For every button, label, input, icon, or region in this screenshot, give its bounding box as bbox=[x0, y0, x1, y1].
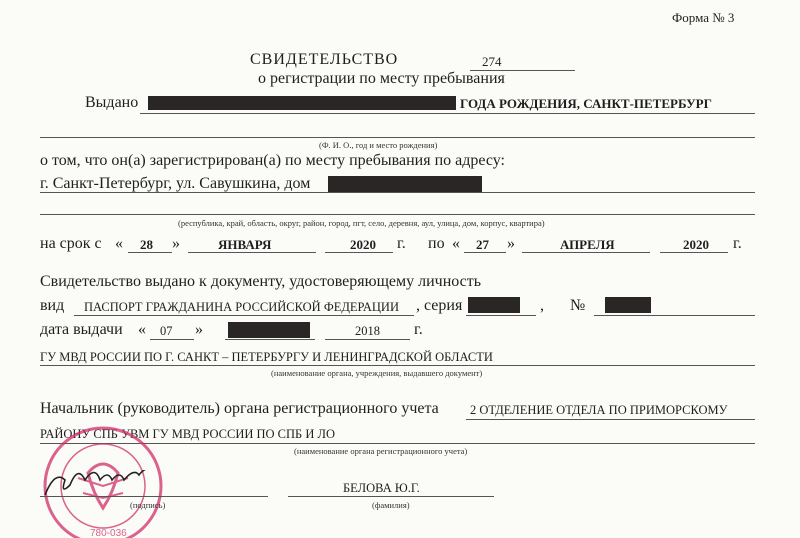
caption-office: (наименование органа регистрационного учета) bbox=[294, 446, 468, 456]
doc-issuer: ГУ МВД РОССИИ ПО Г. САНКТ – ПЕТЕРБУРГУ И ЛЕНИНГРАДСКОЙ ОБЛАСТИ bbox=[40, 350, 493, 364]
document-subtitle: о регистрации по месту пребывания bbox=[258, 70, 505, 87]
redacted-issue-month bbox=[228, 322, 310, 338]
from-month: ЯНВАРЯ bbox=[218, 237, 272, 252]
year-suffix: г. bbox=[414, 321, 423, 338]
term-label: на срок с bbox=[40, 235, 102, 252]
underline bbox=[150, 339, 194, 340]
issue-year: 2018 bbox=[355, 324, 380, 338]
comma: , bbox=[540, 297, 544, 314]
surname: БЕЛОВА Ю.Г. bbox=[343, 481, 420, 495]
signature-caption: (подпись) bbox=[130, 500, 166, 510]
issue-day: 07 bbox=[160, 324, 173, 338]
redacted-number bbox=[605, 297, 651, 313]
caption-issuer: (наименование органа, учреждения, выдавшего документ) bbox=[271, 368, 483, 378]
doc-type-label: вид bbox=[40, 297, 65, 314]
quote: « bbox=[138, 321, 146, 338]
underline bbox=[40, 214, 755, 215]
underline bbox=[40, 192, 755, 193]
document-text: Свидетельство выдано к документу, удостоверяющему личность bbox=[40, 273, 482, 290]
to-day: 27 bbox=[476, 237, 489, 252]
underline bbox=[466, 419, 755, 420]
certificate-number: 274 bbox=[482, 54, 502, 69]
underline bbox=[74, 315, 414, 316]
year-suffix: г. bbox=[733, 235, 742, 252]
from-day: 28 bbox=[140, 237, 153, 252]
quote: » bbox=[507, 235, 515, 252]
issued-to-suffix: ГОДА РОЖДЕНИЯ, САНКТ-ПЕТЕРБУРГ bbox=[460, 96, 712, 111]
quote: « bbox=[452, 235, 460, 252]
number-label: № bbox=[570, 297, 586, 314]
to-label: по bbox=[428, 235, 445, 252]
surname-caption: (фамилия) bbox=[372, 500, 410, 510]
quote: « bbox=[115, 235, 123, 252]
underline bbox=[466, 315, 536, 316]
address: г. Санкт-Петербург, ул. Савушкина, дом bbox=[40, 175, 311, 192]
underline bbox=[325, 252, 393, 253]
underline bbox=[225, 339, 315, 340]
registration-office-line2: РАЙОНУ СПБ УВМ ГУ МВД РОССИИ ПО СПБ И ЛО bbox=[40, 427, 336, 441]
from-year: 2020 bbox=[350, 237, 376, 252]
underline bbox=[128, 252, 172, 253]
underline bbox=[522, 252, 650, 253]
caption-fio: (Ф. И. О., год и место рождения) bbox=[319, 140, 438, 150]
surname-line bbox=[288, 496, 494, 497]
caption-address: (республика, край, область, округ, район, город, пгт, село, деревня, аул, улица, дом, корпус, квартира) bbox=[178, 218, 545, 228]
underline bbox=[40, 137, 755, 138]
registered-text: о том, что он(а) зарегистрирован(а) по месту пребывания по адресу: bbox=[40, 152, 505, 169]
doc-type: ПАСПОРТ ГРАЖДАНИНА РОССИЙСКОЙ ФЕДЕРАЦИИ bbox=[84, 300, 399, 314]
to-year: 2020 bbox=[683, 237, 709, 252]
document-title: СВИДЕТЕЛЬСТВО bbox=[250, 51, 399, 68]
redacted-name bbox=[148, 96, 456, 110]
stamp-code: 780-036 bbox=[90, 528, 127, 538]
underline bbox=[140, 113, 755, 114]
redacted-address bbox=[328, 176, 482, 192]
quote: » bbox=[172, 235, 180, 252]
series-label: , серия bbox=[416, 297, 463, 314]
head-label: Начальник (руководитель) органа регистрационного учета bbox=[40, 400, 439, 417]
underline bbox=[40, 365, 755, 366]
registration-office-line1: 2 ОТДЕЛЕНИЕ ОТДЕЛА ПО ПРИМОРСКОМУ bbox=[470, 403, 728, 417]
issue-date-label: дата выдачи bbox=[40, 321, 123, 338]
quote: » bbox=[195, 321, 203, 338]
underline bbox=[594, 315, 755, 316]
issued-to-label: Выдано bbox=[85, 94, 139, 111]
redacted-series bbox=[468, 297, 520, 313]
to-month: АПРЕЛЯ bbox=[560, 237, 615, 252]
underline bbox=[188, 252, 316, 253]
underline bbox=[464, 252, 506, 253]
year-suffix: г. bbox=[397, 235, 406, 252]
underline bbox=[325, 339, 410, 340]
signature-line bbox=[40, 496, 268, 497]
form-number: Форма № 3 bbox=[672, 10, 735, 25]
underline bbox=[660, 252, 728, 253]
